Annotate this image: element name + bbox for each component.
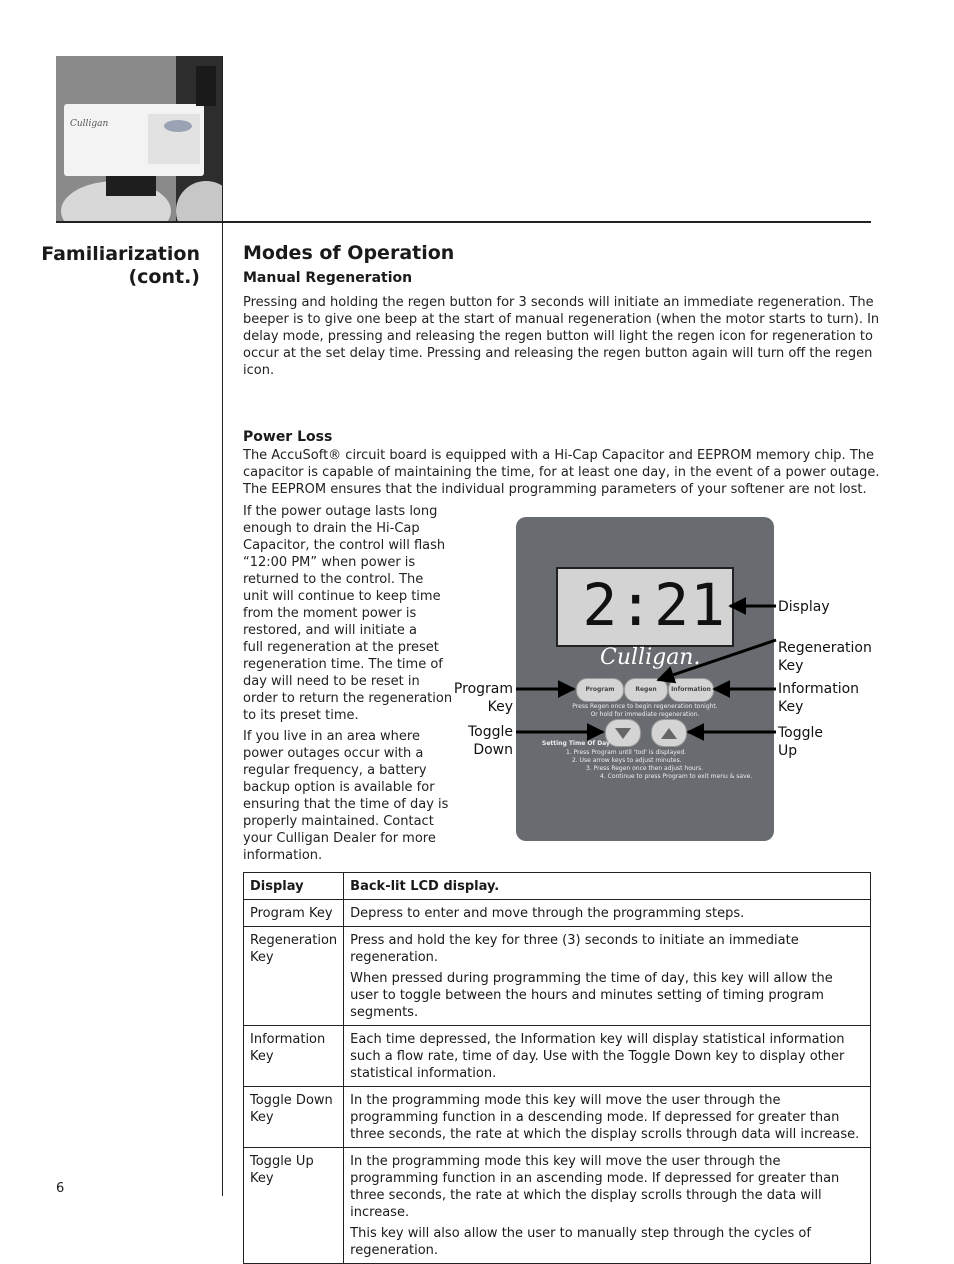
table-row: [244, 1026, 871, 1087]
callout-text: Key: [778, 699, 804, 715]
callout-text: Display: [778, 599, 830, 615]
text-line: Or hold for immediate regeneration.: [590, 711, 700, 718]
text-line: If you live in an area where: [243, 729, 420, 744]
callout-toggle-down: [468, 723, 513, 759]
callout-information-key: [778, 680, 859, 716]
table-key-cell: Regeneration Key: [244, 927, 344, 1026]
table-key-cell: Program Key: [244, 900, 344, 927]
table-desc-cell: [344, 1026, 871, 1087]
desc-paragraph: Depress to enter and move through the programming steps.: [350, 906, 745, 921]
regen-key[interactable]: Regen: [624, 678, 668, 702]
callout-text: Key: [778, 658, 804, 674]
table-key-cell: Information Key: [244, 1026, 344, 1087]
setting-step: 2. Use arrow keys to adjust minutes.: [572, 757, 682, 764]
text-line: to its preset time.: [243, 708, 359, 723]
text-line: restored, and will initiate a: [243, 623, 417, 638]
text-line: backup option is available for: [243, 780, 435, 795]
text-line: “12:00 PM” when power is: [243, 555, 416, 570]
text-line: information.: [243, 848, 323, 863]
page-number: 6: [56, 1181, 65, 1196]
setting-step: 4. Continue to press Program to exit menu & save.: [600, 773, 753, 780]
text-line: unit will continue to keep time: [243, 589, 441, 604]
text-line: full regeneration at the preset: [243, 640, 439, 655]
text-line: occur at the set delay time. Pressing and releasing the regen button again will turn off the regen: [243, 346, 873, 361]
text-line: Capacitor, the control will flash: [243, 538, 446, 553]
callout-text: Toggle: [778, 725, 824, 741]
table-key-cell: Toggle Down Key: [244, 1087, 344, 1148]
key-description-table: [243, 872, 871, 1264]
desc-paragraph: This key will also allow the user to manually step through the cycles of regeneration.: [350, 1226, 811, 1258]
information-key[interactable]: Information: [668, 678, 714, 702]
desc-paragraph: In the programming mode this key will move the user through the programming function in a descending mode. If depressed for greater than three seconds, the rate at which the display scrolls through data will increase.: [350, 1093, 860, 1142]
setting-step: 1. Press Program until 'tod' is displayed.: [566, 749, 687, 756]
lcd-time-readout: 2:21: [582, 571, 726, 639]
table-desc-cell: [344, 927, 871, 1026]
manual-regen-title: Manual Regeneration: [243, 270, 413, 286]
table-desc-cell: [344, 1087, 871, 1148]
text-line: power outages occur with a: [243, 746, 424, 761]
desc-paragraph: In the programming mode this key will move the user through the programming function in an ascending mode. If depressed for greater than three seconds, the rate at which the display scrolls through the data will increase.: [350, 1154, 840, 1220]
text-line: beeper is to give one beep at the start of manual regeneration (when the motor starts to turn). In: [243, 312, 880, 327]
table-row: [244, 1148, 871, 1264]
text-line: properly maintained. Contact: [243, 814, 434, 829]
text-line: capacitor is capable of maintaining the time, for at least one day, in the event of a power outage.: [243, 465, 880, 480]
callout-text: Up: [778, 743, 798, 759]
setting-time-title: Setting Time Of Day: [542, 740, 610, 747]
desc-paragraph: When pressed during programming the time of day, this key will allow the user to toggle between the hours and minutes setting of timing program segments.: [350, 971, 833, 1020]
text-line: from the moment power is: [243, 606, 417, 621]
table-header-cell: Display: [244, 873, 344, 900]
callout-text: Down: [473, 742, 513, 758]
setting-step: 3. Press Regen once then adjust hours.: [586, 765, 704, 772]
text-line: enough to drain the Hi-Cap: [243, 521, 420, 536]
side-title-line: (cont.): [128, 266, 200, 288]
callout-text: Information: [778, 681, 860, 697]
text-line: The AccuSoft® circuit board is equipped with a Hi-Cap Capacitor and EEPROM memory chip. The: [243, 448, 874, 463]
text-line: If the power outage lasts long: [243, 504, 438, 519]
text-line: regeneration time. The time of: [243, 657, 443, 672]
table-key-cell: Toggle Up Key: [244, 1148, 344, 1264]
photo-brand-text: Culligan: [70, 119, 109, 129]
callout-text: Regeneration: [778, 640, 872, 656]
desc-paragraph: Each time depressed, the Information key will display statistical information such a flow rate, time of day. Use with the Toggle Down key to display other statistical information.: [350, 1032, 845, 1081]
power-loss-title: Power Loss: [243, 429, 333, 445]
callout-text: Key: [487, 699, 513, 715]
callout-regeneration-key: [778, 639, 872, 675]
text-line: day will need to be reset in: [243, 674, 420, 689]
table-desc-cell: [344, 900, 871, 927]
table-desc-cell: [344, 1148, 871, 1264]
callout-toggle-up: [778, 724, 823, 760]
regen-arrow: [658, 640, 776, 680]
text-line: order to return the regeneration: [243, 691, 453, 706]
table-row: [244, 900, 871, 927]
text-line: delay mode, pressing and releasing the regen button will light the regen icon for regeneration to: [243, 329, 873, 344]
text-line: ensuring that the time of day is: [243, 797, 449, 812]
text-line: icon.: [243, 363, 275, 378]
page-title: Modes of Operation: [243, 242, 455, 264]
culligan-logo: Culligan.: [600, 645, 701, 670]
text-line: Press Regen once to begin regeneration tonight.: [572, 703, 718, 710]
callout-program-key: [454, 680, 513, 716]
program-key[interactable]: Program: [576, 678, 624, 702]
table-row: [244, 927, 871, 1026]
callout-display: [778, 598, 830, 616]
callout-text: Toggle: [467, 724, 513, 740]
text-line: Pressing and holding the regen button for 3 seconds will initiate an immediate regeneration. The: [243, 295, 874, 310]
table-header-row: [244, 873, 871, 900]
table-row: [244, 1087, 871, 1148]
callout-text: Program: [453, 681, 513, 697]
side-title-line: Familiarization: [41, 243, 200, 265]
table-header-cell: Back-lit LCD display.: [344, 873, 871, 900]
text-line: The EEPROM ensures that the individual programming parameters of your softener are not lost.: [243, 482, 867, 497]
text-line: returned to the control. The: [243, 572, 424, 587]
text-line: your Culligan Dealer for more: [243, 831, 436, 846]
desc-paragraph: Press and hold the key for three (3) seconds to initiate an immediate regeneration.: [350, 933, 799, 965]
text-line: regular frequency, a battery: [243, 763, 427, 778]
